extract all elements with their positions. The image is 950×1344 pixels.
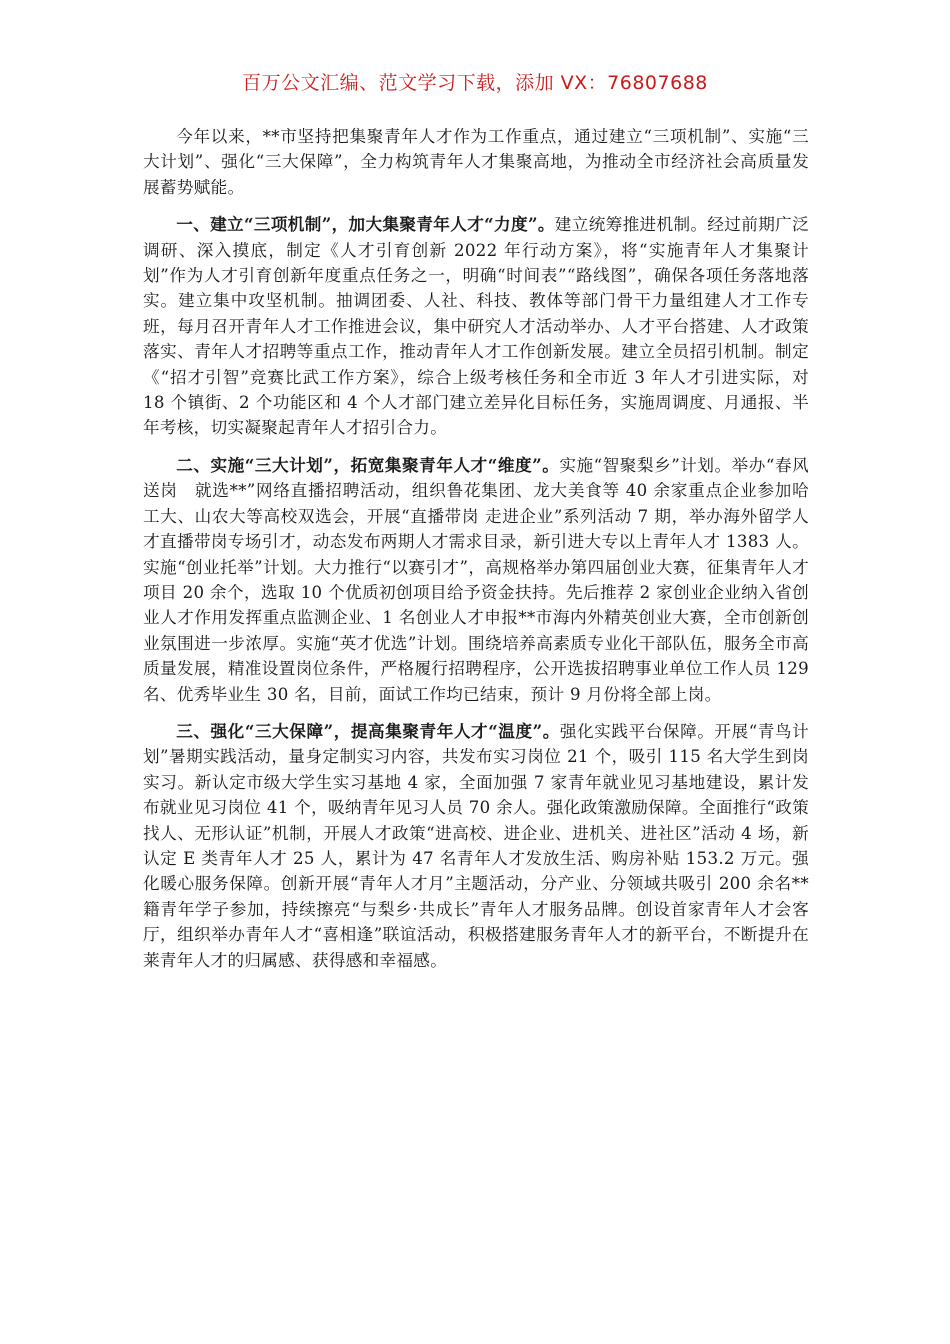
- section-heading-3: 三、强化“三大保障”，提高集聚青年人才“温度”。: [176, 720, 560, 741]
- section-paragraph-2: [143, 453, 809, 707]
- section-paragraph-3: [143, 719, 809, 973]
- section-body-1: 建立统筹推进机制。经过前期广泛调研、深入摸底，制定《人才引育创新 2022 年行动方案》，将“实施青年人才集聚计划”作为人才引育创新年度重点任务之一，明确“时间表”“路线图”，确保各项任务落地落实。建立集中攻坚机制。抽调团委、人社、科技、教体等部门骨干力量组建人才工作专班，每月召开青年人才工作推进会议，集中研究人才活动举办、人才平台搭建、人才政策落实、青年人才招聘等重点工作，推动青年人才工作创新发展。建立全员招引机制。制定《“招才引智”竞赛比武工作方案》，综合上级考核任务和全市近 3 年人才引进实际，对 18 个镇街、2 个功能区和 4 个人才部门建立差异化目标任务，实施周调度、月通报、半年考核，切实凝聚起青年人才招引合力。: [143, 215, 809, 438]
- document-body: [143, 124, 809, 985]
- section-body-2: 实施“智聚梨乡”计划。举办“春风送岗 就选**”网络直播招聘活动，组织鲁花集团、龙大美食等 40 余家重点企业参加哈工大、山农大等高校双选会，开展“直播带岗 走进企业”系列活动 7 期，举办海外留学人才直播带岗专场引才，动态发布两期人才需求目录，新引进大专以上青年人才 1383 人。实施“创业托举”计划。大力推行“以赛引才”，高规格举办第四届创业大赛，征集青年人才项目 20 余个，选取 10 个优质初创项目给予资金扶持。先后推荐 2 家创业企业纳入省创业人才作用发挥重点监测企业、1 名创业人才申报**市海内外精英创业大赛，全市创新创业氛围进一步浓厚。实施“英才优选”计划。围绕培养高素质专业化干部队伍，服务全市高质量发展，精准设置岗位条件，严格履行招聘程序，公开选拔招聘事业单位工作人员 129 名、优秀毕业生 30 名，目前，面试工作均已结束，预计 9 月份将全部上岗。: [143, 455, 809, 704]
- intro-paragraph: 今年以来，**市坚持把集聚青年人才作为工作重点，通过建立“三项机制”、实施“三大计划”、强化“三大保障”，全力构筑青年人才集聚高地，为推动全市经济社会高质量发展蓄势赋能。: [143, 127, 809, 197]
- section-body-3: 强化实践平台保障。开展“青鸟计划”暑期实践活动，量身定制实习内容，共发布实习岗位 21 个，吸引 115 名大学生到岗实习。新认定市级大学生实习基地 4 家，全面加强 7 家青年就业见习基地建设，累计发布就业见习岗位 41 个，吸纳青年见习人员 70 余人。强化政策激励保障。全面推行“政策找人、无形认证”机制，开展人才政策“进高校、进企业、进机关、进社区”活动 4 场，新认定 E 类青年人才 25 人，累计为 47 名青年人才发放生活、购房补贴 153.2 万元。强化暖心服务保障。创新开展“青年人才月”主题活动，分产业、分领域共吸引 200 余名**籍青年学子参加，持续擦亮“与梨乡·共成长”青年人才服务品牌。创设首家青年人才会客厅，组织举办青年人才“喜相逢”联谊活动，积极搭建服务青年人才的新平台，不断提升在莱青年人才的归属感、获得感和幸福感。: [143, 721, 809, 970]
- header-banner: 百万公文汇编、范文学习下载，添加 VX：76807688: [242, 72, 708, 94]
- section-heading-2: 二、实施“三大计划”，拓宽集聚青年人才“维度”。: [176, 454, 560, 475]
- section-heading-1: 一、建立“三项机制”，加大集聚青年人才“力度”。: [176, 214, 555, 235]
- section-paragraph-1: [143, 212, 809, 441]
